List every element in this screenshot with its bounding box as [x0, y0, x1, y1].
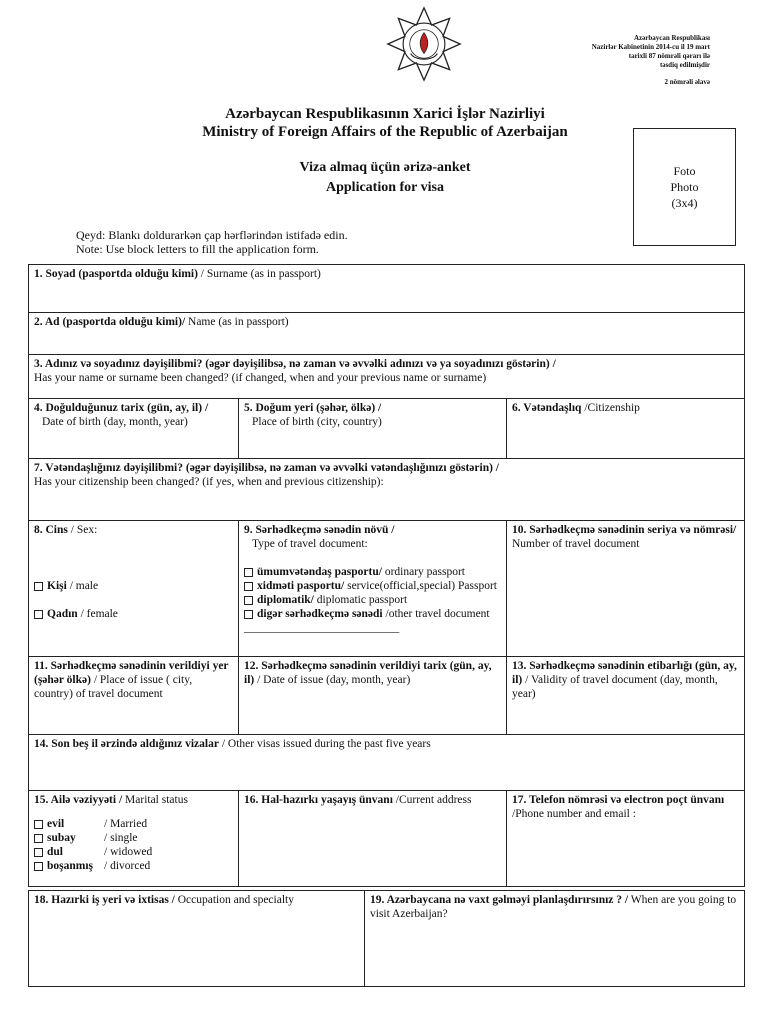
field-previous-visas[interactable]: 14. Son beş il ərzində aldığınız vizalar / Other visas issued during the past five years	[29, 735, 745, 791]
field-citizenship[interactable]: 6. Vətəndaşlıq /Citizenship	[507, 399, 745, 459]
option-diplomatic-passport[interactable]: diplomatik/ diplomatic passport	[244, 593, 501, 607]
option-service-passport[interactable]: xidməti pasportu/ service(official,special) Passport	[244, 579, 501, 593]
field-place-of-birth[interactable]: 5. Doğum yeri (şəhər, ölkə) / Place of birth (city, country)	[239, 399, 507, 459]
coat-of-arms-emblem	[386, 6, 462, 82]
field-validity[interactable]: 13. Sərhədkeçmə sənədinin etibarlığı (gün, ay, il) / Validity of travel document (day, month, year)	[507, 657, 745, 735]
option-ordinary-passport[interactable]: ümumvətəndaş pasportu/ ordinary passport	[244, 565, 501, 579]
field-occupation[interactable]: 18. Hazırki iş yeri və ixtisas / Occupation and specialty	[29, 891, 365, 987]
field-name[interactable]: 2. Ad (pasportda olduğu kimi)/ Name (as in passport)	[29, 313, 745, 355]
photo-size: (3x4)	[671, 196, 698, 210]
checkbox-female[interactable]	[34, 610, 43, 619]
field-citizenship-changed[interactable]: 7. Vətəndaşlığınız dəyişilibmi? (əgər dəyişilibsə, nə zaman və əvvəlki vətəndaşlığınızı göstərin) / Has your citizenship been changed? (if yes, when and previous citizenship):	[29, 459, 745, 521]
note-az: Qeyd: Blankı doldurarkən çap hərflərindən istifadə edin.	[76, 228, 348, 242]
checkbox-male[interactable]	[34, 582, 43, 591]
checkbox-married[interactable]	[34, 820, 43, 829]
approval-line: təsdiq edilmişdir	[660, 61, 710, 69]
checkbox-ordinary[interactable]	[244, 568, 253, 577]
field-name-changed[interactable]: 3. Adınız və soyadınız dəyişilibmi? (əgər dəyişilibsə, nə zaman və əvvəlki adınızı və ya soyadınızı göstərin) / Has your name or surname been changed? (if changed, when and your previous name or surname)	[29, 355, 745, 399]
field-phone-email[interactable]: 17. Telefon nömrəsi və electron poçt ünvanı /Phone number and email :	[507, 791, 745, 887]
field-visit-date[interactable]: 19. Azərbaycana nə vaxt gəlməyi planlaşdırırsınız ? / When are you going to visit Azerbaijan?	[365, 891, 745, 987]
checkbox-other[interactable]	[244, 610, 253, 619]
field-place-of-issue[interactable]: 11. Sərhədkeçmə sənədinin verildiyi yer (şəhər ölkə) / Place of issue ( city, country) of travel document	[29, 657, 239, 735]
approval-line: Azərbaycan Respublikası	[633, 34, 710, 42]
option-male[interactable]: Kişi / male	[34, 579, 233, 593]
option-married[interactable]: evil	[34, 817, 104, 831]
ministry-title-az: Azərbaycan Respublikasının Xarici İşlər Nazirliyi	[225, 106, 545, 122]
option-divorced[interactable]: boşanmış	[34, 859, 104, 873]
field-date-of-issue[interactable]: 12. Sərhədkeçmə sənədinin verildiyi tarix (gün, ay, il) / Date of issue (day, month, year)	[239, 657, 507, 735]
checkbox-divorced[interactable]	[34, 862, 43, 871]
photo-box[interactable]	[633, 128, 736, 246]
field-surname[interactable]: 1. Soyad (pasportda olduğu kimi) / Surname (as in passport)	[29, 265, 745, 313]
checkbox-service[interactable]	[244, 582, 253, 591]
photo-label-en: Photo	[670, 180, 699, 194]
checkbox-widowed[interactable]	[34, 848, 43, 857]
note-en: Note: Use block letters to fill the application form.	[76, 242, 319, 256]
option-single[interactable]: subay	[34, 831, 104, 845]
checkbox-single[interactable]	[34, 834, 43, 843]
option-other-document[interactable]: digər sərhədkeçmə sənədi /other travel document ___________________________	[244, 608, 490, 634]
addendum-label: 2 nömrəli əlavə	[664, 78, 710, 86]
checkbox-diplomatic[interactable]	[244, 596, 253, 605]
option-widowed[interactable]: dul	[34, 845, 104, 859]
ministry-title-en: Ministry of Foreign Affairs of the Republic of Azerbaijan	[202, 124, 568, 140]
field-current-address[interactable]: 16. Hal-hazırkı yaşayış ünvanı /Current address	[239, 791, 507, 887]
field-document-number[interactable]: 10. Sərhədkeçmə sənədinin seriya və nömrəsi/ Number of travel document	[507, 521, 745, 657]
application-form-bottom	[28, 890, 745, 987]
field-sex: 8. Cins / Sex: Kişi / male Qadın / female	[29, 521, 239, 657]
approval-note	[490, 34, 710, 70]
form-title-en: Application for visa	[326, 180, 444, 195]
field-date-of-birth[interactable]: 4. Doğulduğunuz tarix (gün, ay, il) / Date of birth (day, month, year)	[29, 399, 239, 459]
field-document-type: 9. Sərhədkeçmə sənədin növü / Type of travel document: ümumvətəndaş pasportu/ ordinary passport xidməti pasportu/ service(official,special) Passport diplomatik/ diplomatic passport digər sərhədkeçmə sənədi /other travel document ___________________________	[239, 521, 507, 657]
application-form	[28, 264, 745, 887]
approval-line: Nazirlər Kabinetinin 2014-cu il 19 mart	[591, 43, 710, 51]
form-title-az: Viza almaq üçün ərizə-anket	[299, 160, 471, 175]
field-marital-status: 15. Ailə vəziyyəti / Marital status evil / Married subay / single dul / widowed boşanmış / divorced	[29, 791, 239, 887]
photo-label-az: Foto	[673, 164, 696, 178]
option-female[interactable]: Qadın / female	[34, 607, 233, 621]
approval-line: tarixli 87 nömrəli qərarı ilə	[628, 52, 710, 60]
